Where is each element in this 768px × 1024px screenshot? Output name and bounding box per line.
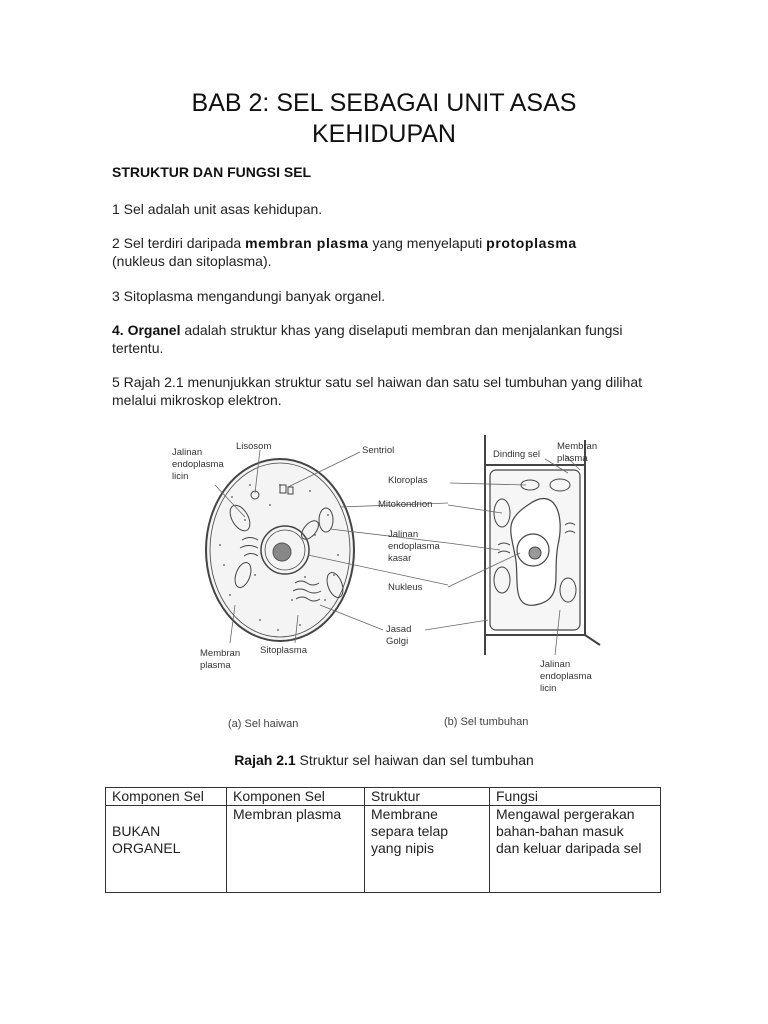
page-title-line-2: KEHIDUPAN	[311, 120, 456, 148]
animal-cell-drawing	[206, 459, 354, 641]
cell-text-line: ORGANEL	[112, 840, 181, 856]
term-organel: 4. Organel	[112, 322, 181, 338]
table-header-cell: Komponen Sel	[227, 788, 365, 806]
table-row	[106, 806, 661, 893]
term-protoplasma: protoplasma	[486, 235, 577, 251]
table-cell-fungsi	[490, 806, 661, 893]
paragraph-5: 5 Rajah 2.1 menunjukkan struktur satu sel haiwan dan satu sel tumbuhan yang dilihat melalui mikroskop elektron.	[112, 374, 642, 408]
label-nukleus: Nukleus	[388, 582, 423, 593]
label-jalinan-licin-animal-1: Jalinan	[172, 447, 203, 458]
table-header-row	[106, 788, 661, 806]
caption-sel-haiwan: (a) Sel haiwan	[228, 718, 299, 730]
paragraph-3: 3 Sitoplasma mengandungi banyak organel.	[112, 288, 386, 304]
label-jalinan-kasar-3: kasar	[388, 553, 412, 564]
caption-sel-tumbuhan: (b) Sel tumbuhan	[444, 716, 529, 728]
table-header-cell: Fungsi	[490, 788, 661, 806]
plant-cell-drawing	[485, 435, 600, 655]
label-membran-animal-1: Membran	[200, 648, 241, 659]
cell-text-line: BUKAN	[112, 823, 161, 839]
figure-caption	[0, 752, 768, 768]
label-jasad-golgi-1: Jasad	[386, 624, 412, 635]
label-sentriol: Sentriol	[362, 445, 395, 456]
page-title-line-1: BAB 2: SEL SEBAGAI UNIT ASAS	[191, 89, 577, 117]
page-title	[0, 88, 768, 150]
cell-text-line: bahan-bahan masuk	[496, 823, 624, 839]
label-membran-animal-2: plasma	[200, 660, 231, 671]
label-jalinan-licin-plant-2: endoplasma	[540, 671, 592, 682]
label-membran-plant-2: plasma	[557, 453, 588, 464]
label-jalinan-kasar-2: endoplasma	[388, 541, 440, 552]
table-header-cell: Struktur	[365, 788, 490, 806]
cell-diagram	[160, 425, 622, 737]
paragraph-2-text-c: yang menyelaputi	[368, 235, 487, 251]
table-cell-kategori	[106, 806, 227, 893]
term-membran-plasma: membran plasma	[245, 235, 369, 251]
label-jalinan-kasar-1: Jalinan	[388, 529, 419, 540]
table-cell-struktur	[365, 806, 490, 893]
paragraph-2	[112, 234, 672, 270]
cell-text-line: yang nipis	[371, 840, 435, 856]
label-sitoplasma: Sitoplasma	[260, 645, 307, 656]
cell-text-line: separa telap	[371, 823, 449, 839]
paragraph-4	[112, 321, 672, 357]
label-dinding-sel: Dinding sel	[493, 449, 540, 460]
label-lisosom: Lisosom	[236, 441, 272, 452]
cell-text-line: dan keluar daripada sel	[496, 840, 642, 856]
paragraph-4-text: adalah struktur khas yang diselaputi membran dan menjalankan fungsi tertentu.	[112, 322, 623, 356]
label-jasad-golgi-2: Golgi	[386, 636, 409, 647]
label-mitokondrion: Mitokondrion	[378, 499, 433, 510]
paragraph-2-text-e: (nukleus dan sitoplasma).	[112, 253, 272, 269]
komponen-sel-table	[105, 787, 661, 893]
label-kloroplas: Kloroplas	[388, 475, 428, 486]
label-jalinan-licin-plant-1: Jalinan	[540, 659, 571, 670]
figure-caption-text: Struktur sel haiwan dan sel tumbuhan	[295, 752, 534, 768]
label-membran-plant-1: Membran	[557, 441, 598, 452]
cell-diagram-figure	[160, 425, 622, 737]
figure-caption-label: Rajah 2.1	[234, 752, 296, 768]
table-header-cell: Komponen Sel	[106, 788, 227, 806]
label-jalinan-licin-animal-2: endoplasma	[172, 459, 224, 470]
paragraph-2-text-a: 2 Sel terdiri daripada	[112, 235, 246, 251]
paragraph-1: 1 Sel adalah unit asas kehidupan.	[112, 201, 323, 217]
section-heading: STRUKTUR DAN FUNGSI SEL	[112, 164, 312, 180]
cell-text-line: Mengawal pergerakan	[496, 806, 635, 822]
table-cell-komponen: Membran plasma	[227, 806, 365, 893]
label-jalinan-licin-plant-3: licin	[540, 683, 557, 694]
cell-text-line: Membrane	[371, 806, 438, 822]
label-jalinan-licin-animal-3: licin	[172, 471, 189, 482]
